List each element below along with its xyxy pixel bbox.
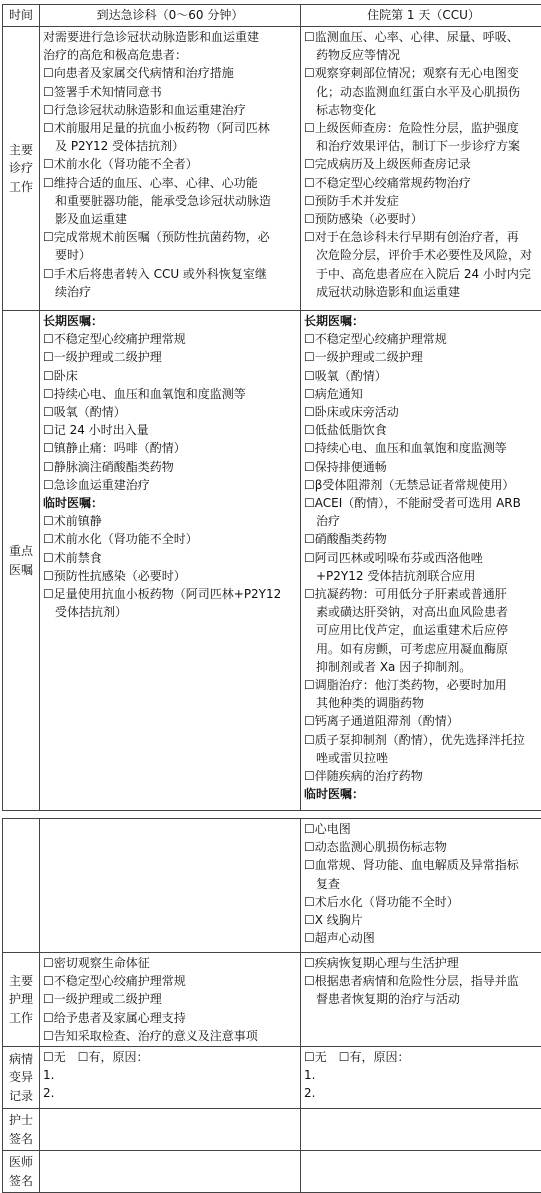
checklist-item[interactable]: ☐不稳定型心绞痛护理常规 [304,330,541,348]
checklist-item[interactable]: ☐术前镇静 [43,512,297,530]
orders-label [3,311,40,811]
checklist-item[interactable]: ☐术前禁食 [43,549,297,567]
checklist-item[interactable]: ☐一级护理或二级护理 [304,348,541,366]
checklist-item-continued: 及 P2Y12 受体拮抗剂） [43,137,297,155]
variance-reason-line: 2. [304,1084,541,1102]
checklist-item[interactable]: ☐调脂治疗：他汀类药物，必要时加用 [304,676,541,694]
row-label-line: 签名 [4,1172,38,1190]
header-row [3,5,541,27]
checklist-item-continued: 影及血运重建 [43,210,297,228]
row-label-line: 工作 [4,1009,38,1027]
orders-continued-day1-cell [301,819,541,953]
checklist-item[interactable]: ☐术前水化（肾功能不全时） [43,530,297,548]
checklist-item-continued: 抑制剂或者 Xa 因子抑制剂。 [304,658,541,676]
row-label-line: 变异 [4,1068,38,1086]
checklist-item-continued: 其他种类的调脂药物 [304,694,541,712]
checklist-item[interactable]: ☐低盐低脂饮食 [304,421,541,439]
row-label-line: 护士 [4,1111,38,1129]
nursing-label [3,953,40,1047]
checklist-item-continued: 标志物变化 [304,101,541,119]
main-work-row [3,27,541,311]
checklist-item[interactable]: ☐钙离子通道阻滞剂（酌情） [304,712,541,730]
checklist-item[interactable]: ☐β受体阻滞剂（无禁忌证者常规使用） [304,476,541,494]
checklist-item[interactable]: ☐预防手术并发症 [304,192,541,210]
checklist-item[interactable]: ☐伴随疾病的治疗药物 [304,767,541,785]
checklist-item[interactable]: ☐静脉滴注硝酸酯类药物 [43,458,297,476]
orders-continued-row [3,819,541,953]
row-label-line: 诊疗 [4,159,38,177]
checklist-item[interactable]: ☐术前水化（肾功能不全者） [43,155,297,173]
variance-reason-line: 1. [304,1066,541,1084]
checklist-item-continued: 次危险分层，评价手术必要性及风险，对 [304,246,541,264]
checklist-item[interactable]: ☐一级护理或二级护理 [43,348,297,366]
checklist-item[interactable]: ☐吸氧（酌情） [304,367,541,385]
row-label-line: 重点 [4,542,38,560]
variance-checkbox-line[interactable]: ☐无 ☐有，原因： [304,1048,541,1066]
checklist-item[interactable]: ☐心电图 [304,820,541,838]
nurse-sign-row [3,1109,541,1151]
checklist-item[interactable]: ☐血常规、肾功能、血电解质及异常指标 [304,856,541,874]
variance-row [3,1047,541,1109]
row-label-line: 记录 [4,1087,38,1105]
checklist-item-continued: 和重要脏器功能，能承受急诊冠状动脉造 [43,192,297,210]
orders-row [3,311,541,811]
row-label-line: 工作 [4,178,38,196]
checklist-item[interactable]: ☐急诊血运重建治疗 [43,476,297,494]
doctor-sign-emergency-field[interactable] [40,1151,301,1193]
checklist-item[interactable]: ☐抗凝药物：可用低分子肝素或普通肝 [304,585,541,603]
checklist-item-continued: +P2Y12 受体拮抗剂联合应用 [304,567,541,585]
checklist-item[interactable]: ☐卧床或床旁活动 [304,403,541,421]
header-time: 时间 [3,5,40,27]
checklist-item[interactable]: ☐疾病恢复期心理与生活护理 [304,954,541,972]
checklist-item[interactable]: ☐完成病历及上级医师查房记录 [304,155,541,173]
checklist-item-continued: 药物反应等情况 [304,46,541,64]
checklist-item[interactable]: ☐足量使用抗血小板药物（阿司匹林+P2Y12 [43,585,297,603]
variance-day1-cell [301,1047,541,1109]
orders-continued-label [3,819,40,953]
checklist-item[interactable]: ☐持续心电、血压和血氧饱和度监测等 [304,439,541,457]
variance-emergency-cell [40,1047,301,1109]
nursing-emergency-cell [40,953,301,1047]
checklist-item[interactable]: ☐不稳定型心绞痛护理常规 [43,330,297,348]
checklist-item-continued: 对需要进行急诊冠状动脉造影和血运重建 [43,28,297,46]
checklist-item-continued: 成冠状动脉造影和血运重建 [304,283,541,301]
pathway-table-part1 [2,4,541,811]
variance-reason-line: 2. [43,1084,297,1102]
checklist-item-continued: 素或磺达肝癸钠，对高出血风险患者 [304,603,541,621]
checklist-item[interactable]: ☐观察穿刺部位情况；观察有无心电图变 [304,64,541,82]
checklist-item-continued: 和治疗效果评估，制订下一步诊疗方案 [304,137,541,155]
checklist-item[interactable]: ☐预防感染（必要时） [304,210,541,228]
checklist-item[interactable]: ☐质子泵抑制剂（酌情），优先选择泮托拉 [304,731,541,749]
checklist-item[interactable]: ☐告知采取检查、治疗的意义及注意事项 [43,1027,297,1045]
checklist-item[interactable]: ☐卧床 [43,367,297,385]
checklist-item-continued: 治疗的高危和极高危患者： [43,46,297,64]
variance-reason-line: 1. [43,1066,297,1084]
header-emergency: 到达急诊科（0～60 分钟） [40,5,301,27]
checklist-item-continued: 化；动态监测血红蛋白水平及心肌损伤 [304,83,541,101]
nurse-sign-emergency-field[interactable] [40,1109,301,1151]
checklist-item[interactable]: ☐不稳定型心绞痛常规药物治疗 [304,174,541,192]
checklist-item[interactable]: ☐病危通知 [304,385,541,403]
checklist-item[interactable]: ☐记 24 小时出入量 [43,421,297,439]
checklist-item[interactable]: ☐根据患者病情和危险性分层，指导并监 [304,972,541,990]
checklist-item[interactable]: ☐密切观察生命体征 [43,954,297,972]
doctor-sign-day1-field[interactable] [301,1151,541,1193]
checklist-item[interactable]: ☐术后水化（肾功能不全时） [304,893,541,911]
checklist-item[interactable]: ☐完成常规术前医嘱（预防性抗菌药物，必 [43,228,297,246]
checklist-item[interactable]: ☐吸氧（酌情） [43,403,297,421]
checklist-item[interactable]: ☐镇静止痛：吗啡（酌情） [43,439,297,457]
checklist-item[interactable]: ☐对于在急诊科未行早期有创治疗者，再 [304,228,541,246]
row-label-line: 签名 [4,1130,38,1148]
checklist-item[interactable]: ☐签署手术知情同意书 [43,83,297,101]
section-heading: 长期医嘱： [43,312,297,330]
orders-continued-emergency-cell [40,819,301,953]
checklist-item[interactable]: ☐一级护理或二级护理 [43,990,297,1008]
checklist-item[interactable]: ☐ACEI（酌情），不能耐受者可选用 ARB [304,494,541,512]
row-label-line: 主要 [4,141,38,159]
checklist-item[interactable]: ☐保持排便通畅 [304,458,541,476]
checklist-item[interactable]: ☐术前服用足量的抗血小板药物（阿司匹林 [43,119,297,137]
checklist-item[interactable]: ☐行急诊冠状动脉造影和血运重建治疗 [43,101,297,119]
main-work-emergency-cell [40,27,301,311]
row-label-line: 医嘱 [4,561,38,579]
checklist-item-continued: 可应用比伐芦定，血运重建术后应停 [304,621,541,639]
section-heading: 临时医嘱： [304,785,541,803]
checklist-item-continued: 治疗 [304,512,541,530]
main-work-label [3,27,40,311]
header-day1: 住院第 1 天（CCU） [301,5,541,27]
checklist-item[interactable]: ☐动态监测心肌损伤标志物 [304,838,541,856]
checklist-item-continued: 唑或雷贝拉唑 [304,749,541,767]
row-label-line: 护理 [4,990,38,1008]
checklist-item[interactable]: ☐预防性抗感染（必要时） [43,567,297,585]
row-label-line: 病情 [4,1050,38,1068]
section-heading: 临时医嘱： [43,494,297,512]
checklist-item-continued: 用。如有房颤，可考虑应用凝血酶原 [304,640,541,658]
checklist-item-continued: 复查 [304,875,541,893]
checklist-item-continued: 受体拮抗剂） [43,603,297,621]
checklist-item[interactable]: ☐监测血压、心率、心律、尿量、呼吸、 [304,28,541,46]
checklist-item[interactable]: ☐硝酸酯类药物 [304,530,541,548]
doctor-sign-label [3,1151,40,1193]
checklist-item[interactable]: ☐上级医师查房：危险性分层，监护强度 [304,119,541,137]
checklist-item-continued: 督患者恢复期的治疗与活动 [304,990,541,1008]
orders-emergency-cell [40,311,301,811]
pathway-table-part2 [2,818,541,1193]
orders-day1-cell [301,311,541,811]
checklist-item[interactable]: ☐给予患者及家属心理支持 [43,1009,297,1027]
checklist-item[interactable]: ☐向患者及家属交代病情和治疗措施 [43,64,297,82]
variance-checkbox-line[interactable]: ☐无 ☐有，原因： [43,1048,297,1066]
checklist-item[interactable]: ☐超声心动图 [304,929,541,947]
row-label-line: 主要 [4,972,38,990]
checklist-item[interactable]: ☐维持合适的血压、心率、心律、心功能 [43,174,297,192]
section-heading: 长期医嘱： [304,312,541,330]
checklist-item[interactable]: ☐阿司匹林或吲哚布芬或西洛他唑 [304,549,541,567]
main-work-day1-cell [301,27,541,311]
checklist-item[interactable]: ☐不稳定型心绞痛护理常规 [43,972,297,990]
checklist-item[interactable]: ☐持续心电、血压和血氧饱和度监测等 [43,385,297,403]
nurse-sign-day1-field[interactable] [301,1109,541,1151]
nursing-day1-cell [301,953,541,1047]
doctor-sign-row [3,1151,541,1193]
nursing-row [3,953,541,1047]
checklist-item[interactable]: ☐手术后将患者转入 CCU 或外科恢复室继 [43,265,297,283]
checklist-item[interactable]: ☐X 线胸片 [304,911,541,929]
checklist-item-continued: 续治疗 [43,283,297,301]
variance-label [3,1047,40,1109]
row-label-line: 医师 [4,1153,38,1171]
checklist-item-continued: 于中、高危患者应在入院后 24 小时内完 [304,265,541,283]
nurse-sign-label [3,1109,40,1151]
checklist-item-continued: 要时） [43,246,297,264]
